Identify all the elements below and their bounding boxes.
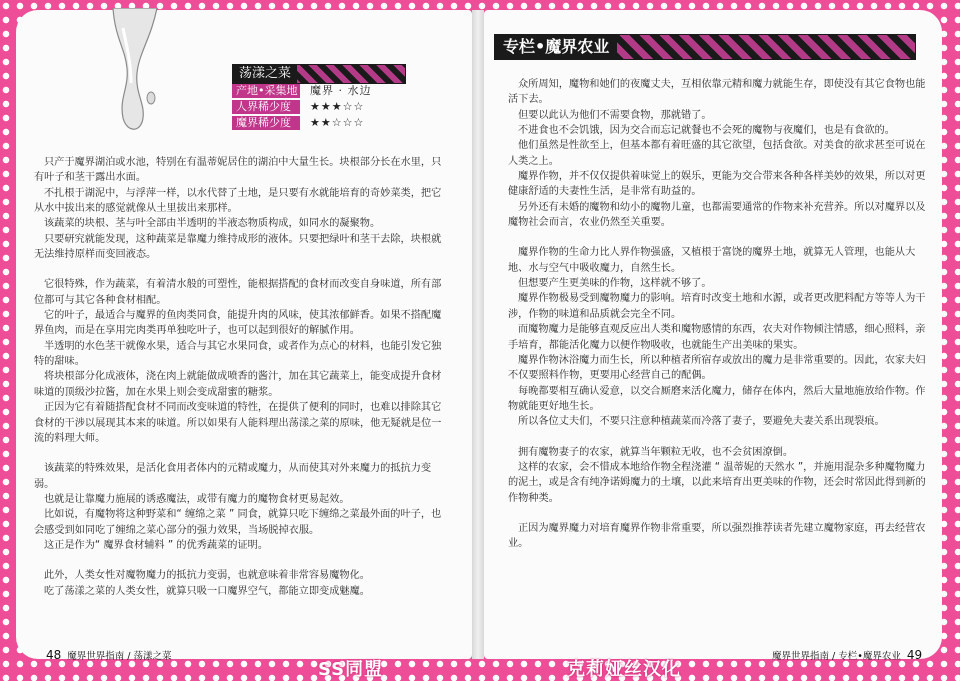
page-number: 49 — [906, 648, 923, 662]
meta-row-origin — [232, 84, 432, 98]
paragraph: 半透明的水色茎干就像水果，适合与其它水果同食，或者作为点心的材料，也能引发它独特的甜味。 — [34, 340, 442, 368]
paragraph: 比如说，有魔物将这种野菜和“ 缠绵之菜 ” 同食，就算只吃下缠绵之菜最外面的叶子，也会感受到如同吃了缠绵之菜心部分的强力效果，当场脱掉衣服。 — [34, 509, 442, 536]
entry-title-bar — [232, 64, 406, 84]
column-title: 专栏•魔界农业 — [495, 35, 617, 59]
page-number: 48 — [46, 648, 62, 662]
right-footer — [772, 648, 922, 662]
meta-value: 魔界 · 水边 — [310, 84, 372, 97]
entry-title: 荡漾之菜 — [233, 65, 297, 83]
paragraph: 但要以此认为他们不需要食物，那就错了。 — [518, 109, 712, 121]
right-body-text — [508, 77, 928, 552]
paragraph: 也就是让靠魔力施展的诱惑魔法，或带有魔力的魔物食材更易起效。 — [44, 493, 350, 505]
paragraph: 众所周知，魔物和她们的夜魔丈夫，互相依靠元精和魔力就能生存，即使没有其它食物也能活下去。 — [508, 79, 926, 106]
paragraph: 不进食也不会饥饿，因为交合而忘记就餐也不会死的魔物与夜魔们，也是有食欲的。 — [518, 125, 895, 137]
paragraph: 魔界作物沐浴魔力而生长，所以种植者所宿存或放出的魔力是非常重要的。因此，农家夫妇不仅要照料作物，更要用心经营自己的配偶。 — [508, 354, 926, 382]
paragraph: 吃了荡漾之菜的人类女性，就算只吸一口魔界空气，都能立即变成魅魔。 — [44, 585, 370, 597]
paragraph: 只产于魔界湖泊或水池，特别在有温蒂妮居住的湖泊中大量生长。块根部分长在水里，只有叶子和茎干露出水面。 — [34, 157, 442, 184]
paragraph-gap — [34, 553, 444, 568]
paragraph: 这样的农家，会不惜成本地给作物全程浇灌 “ 温蒂妮的天然水 ”，并施用混杂多种魔物魔力的泥土，或是含有纯净诺姆魔力的土壤，以此来培育出更美味的作物，还会时常因此得到新的作物种类。 — [508, 461, 926, 504]
left-body-text — [34, 155, 444, 599]
footer-text: 魔界世界指南 / 荡漾之菜 — [67, 651, 172, 662]
paragraph: 魔界作物极易受到魔物魔力的影响。培育时改变土地和水源，或者更改肥料配方等等人为干涉，作物的味道和品质就会完全不同。 — [508, 293, 926, 320]
paragraph: 该蔬菜的块根、茎与叶全部由半透明的半液态物质构成，如同水的凝聚物。 — [44, 218, 381, 230]
meta-key: 人界稀少度 — [232, 100, 300, 114]
paragraph: 拥有魔物妻子的农家，就算当年颗粒无收，也不会贫困潦倒。 — [518, 446, 794, 458]
paragraph: 只要研究就能发现，这种蔬菜是靠魔力维持成形的液体。只要把绿叶和茎干去除，块根就无法维持原样而变回液态。 — [34, 233, 442, 261]
meta-row-demon-rarity — [232, 116, 432, 130]
paragraph: 魔界作物的生命力比人界作物强盛，又植根于富饶的魔界土地，就算无人管理，也能从大地、水与空气中吸收魔力，自然生长。 — [508, 247, 916, 274]
meta-key: 产地•采集地 — [232, 84, 300, 98]
paragraph: 另外还有未婚的魔物和幼小的魔物儿童，也都需要通常的作物来补充营养。所以对魔界以及魔物社会而言，农业仍然至关重要。 — [508, 201, 926, 229]
paragraph: 正因为它有着随搭配食材不同而改变味道的特性，在提供了便利的同时，也难以排除其它食材的干涉以展现其本来的味道。所以如果有人能料理出荡漾之菜的原味，他无疑就是位一流的料理大师。 — [34, 402, 442, 444]
rarity-stars: ★★★☆☆ — [310, 100, 365, 113]
paragraph: 但想要产生更美味的作物，这样就不够了。 — [518, 278, 712, 290]
left-footer — [46, 648, 172, 662]
paragraph-gap — [508, 430, 928, 445]
paragraph: 它的叶子，最适合与魔界的鱼肉类同食，能提升肉的风味，使其浓郁鲜香。如果不搭配魔界鱼肉，而是在享用完肉类再单独吃叶子，也可以起到很好的解腻作用。 — [34, 310, 442, 337]
paragraph: 正因为魔界魔力对培育魔界作物非常重要，所以强烈推荐读者先建立魔物家庭，再去经营农业。 — [508, 522, 926, 550]
paragraph-gap — [508, 506, 928, 521]
paragraph-gap — [34, 446, 444, 461]
column-title-bar — [494, 34, 916, 60]
paragraph: 他们虽然是性欲至上，但基本都有着旺盛的其它欲望，包括食欲。对美食的欲求甚至可说在人类之上。 — [508, 140, 926, 167]
meta-row-human-rarity — [232, 100, 432, 114]
paragraph: 这正是作为“ 魔界食材辅料 ” 的优秀蔬菜的证明。 — [44, 539, 269, 551]
meta-key: 魔界稀少度 — [232, 116, 300, 130]
paragraph: 而魔物魔力是能够直观反应出人类和魔物感情的东西，农夫对作物倾注情感，细心照料，亲手培育，都能活化魔力以便作物吸收，也就能生产出美味的果实。 — [508, 324, 926, 351]
book-gutter — [472, 10, 484, 659]
paragraph: 此外，人类女性对魔物魔力的抵抗力变弱，也就意味着非常容易魔物化。 — [44, 570, 370, 582]
paragraph: 不扎根于湖泥中，与浮萍一样，以水代替了土地，是只要有水就能培育的奇妙菜类，把它从水中拔出来的感觉就像从土里拔出来那样。 — [34, 187, 442, 215]
paragraph: 该蔬菜的特殊效果，是活化食用者体内的元精或魔力，从而使其对外来魔力的抵抗力变弱。 — [34, 463, 432, 490]
paragraph: 每晚都要相互确认爱意，以交合厮磨来活化魔力，储存在体内，然后大量地施放给作物。作物就能更好地生长。 — [508, 385, 926, 412]
paragraph: 魔界作物，并不仅仅提供着味觉上的娱乐，更能为交合带来各种各样美妙的效果，所以对更健康舒适的夫妻性生活，是非常有助益的。 — [508, 171, 926, 198]
paragraph-gap — [34, 262, 444, 277]
footer-text: 魔界世界指南 / 专栏•魔界农业 — [772, 651, 901, 662]
watermark-logo-left: SS同盟 — [318, 659, 384, 680]
paragraph: 它很特殊，作为蔬菜，有着清水般的可塑性，能根据搭配的食材而改变自身味道，所有部位都可与其它各种食材相配。 — [34, 279, 442, 306]
liquid-drip-illustration — [105, 8, 165, 138]
paragraph: 所以各位丈夫们，不要只注意种植蔬菜而冷落了妻子，要避免夫妻关系出现裂痕。 — [518, 416, 885, 428]
paragraph-gap — [508, 230, 928, 245]
watermark-logo-right: 克莉娅丝汉化 — [567, 659, 681, 680]
paragraph: 将块根部分化成液体，浇在肉上就能做成喷香的酱汁，加在其它蔬菜上，能变成提升食材味道的顶级沙拉酱，加在水果上则会变成甜蜜的糖浆。 — [34, 371, 442, 398]
rarity-stars: ★★☆☆☆ — [310, 116, 365, 129]
